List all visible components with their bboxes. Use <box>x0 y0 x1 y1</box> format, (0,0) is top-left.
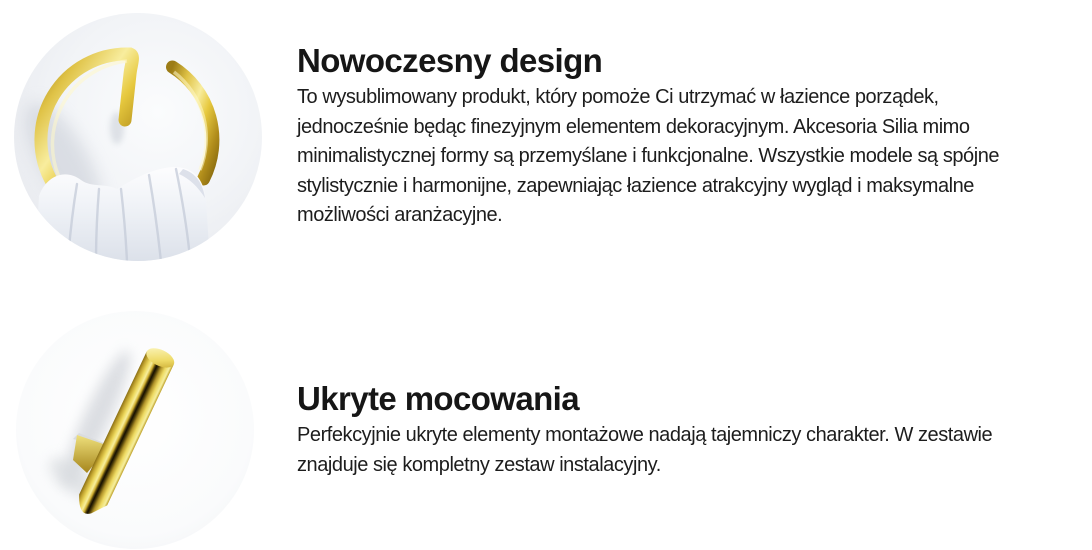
feature-hidden-mounts <box>297 380 992 480</box>
paragraph-line: minimalistycznej formy są przemyślane i funkcjonalne. Wszystkie modele są spójne <box>297 145 1000 167</box>
feature-modern-design <box>297 42 999 231</box>
paragraph-line: możliwości aranżacyjne. <box>297 204 503 226</box>
paragraph-line: Perfekcyjnie ukryte elementy montażowe nadają tajemniczy charakter. W zestawie <box>297 424 993 446</box>
paragraph-line: stylistycznie i harmonijne, zapewniając łazience atrakcyjny wygląd i maksymalne <box>297 174 974 197</box>
towel-ring-photo-svg <box>13 12 263 262</box>
wall-hook-image <box>15 310 255 550</box>
paragraph-line: znajduje się kompletny zestaw instalacyjny. <box>297 453 661 476</box>
feature-title: Nowoczesny design <box>297 42 603 79</box>
paragraph-line: jednocześnie będąc finezyjnym elementem dekoracyjnym. Akcesoria Silia mimo <box>297 115 970 138</box>
feature-paragraph <box>297 83 999 231</box>
feature-paragraph <box>297 421 992 480</box>
feature-title: Ukryte mocowania <box>297 380 580 417</box>
towel-ring-image <box>13 12 263 262</box>
paragraph-line: To wysublimowany produkt, który pomoże Ci utrzymać w łazience porządek, <box>297 86 939 108</box>
wall-hook-photo-svg <box>15 310 255 550</box>
